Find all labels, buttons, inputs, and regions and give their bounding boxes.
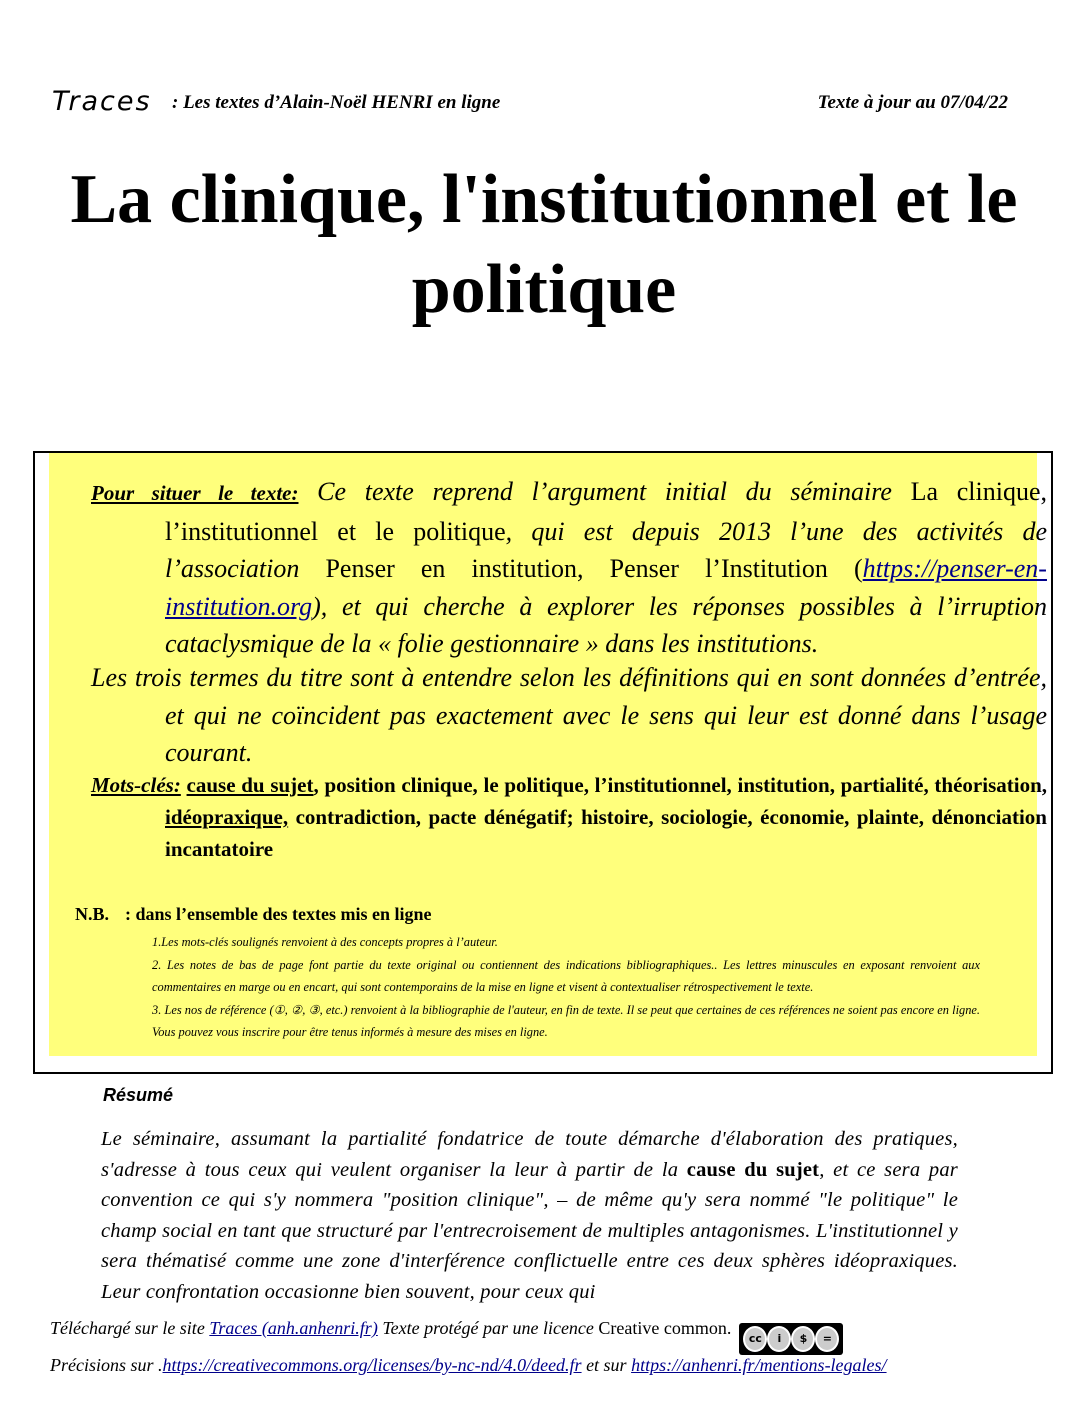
abstract-bold-term: cause du sujet: [686, 1158, 820, 1181]
context-paragraph-2: Les trois termes du titre sont à entendre selon les définitions qui en sont données d’entrée, et qui ne coïncident pas exactement avec le sens qui leur est donné dans l’usage courant.: [91, 663, 1047, 767]
document-title: La clinique, l'institutionnel et le politique: [70, 161, 1018, 328]
context-box: [33, 451, 1053, 1074]
page-footer: [50, 1318, 1010, 1375]
keywords-label: Mots-clés:: [91, 773, 181, 797]
cc-license-icon[interactable]: cc i $ =: [739, 1323, 843, 1355]
license-link[interactable]: https://creativecommons.org/licenses/by-nc-nd/4.0/deed.fr: [162, 1355, 582, 1375]
context-label: Pour situer le texte:: [91, 481, 299, 505]
header-tagline: : Les textes d’Alain-Noël HENRI en ligne: [172, 92, 501, 113]
page-header: [52, 86, 1008, 120]
seminar-name: La clinique, l’institutionnel et le politique: [165, 477, 1047, 546]
keyword-ideopraxique: idéopraxique,: [165, 805, 289, 829]
abstract-heading: Résumé: [103, 1085, 174, 1105]
nb-heading: N.B. : dans l’ensemble des textes mis en ligne: [75, 904, 432, 924]
traces-site-link[interactable]: Traces (anh.anhenri.fr): [209, 1318, 378, 1338]
nb-item: 1.Les mots-clés soulignés renvoient à des concepts propres à l’auteur.: [152, 935, 498, 949]
footer-line-2: Précisions sur .https://creativecommons.org/licenses/by-nc-nd/4.0/deed.fr et sur https://anhenri.fr/mentions-legales/: [50, 1355, 887, 1375]
context-box-highlight: [49, 453, 1047, 1056]
footer-line-1: Téléchargé sur le site Traces (anh.anhenri.fr) Texte protégé par une licence Creative common. cc i $ =: [50, 1318, 1010, 1355]
nb-item: 3. Les nos de référence (①, ②, ③, etc.) renvoient à la bibliographie de l'auteur, en fin de texte. Il se peut que certaines de ces références ne soient pas encore en ligne. Vous pouvez vous inscrire pour être tenus informés à mesure des mises en ligne.: [152, 1002, 980, 1040]
abstract-text: Le séminaire, assumant la partialité fondatrice de toute démarche d'élaboration des pratiques, s'adresse à tous ceux qui veulent organiser la leur à partir de la cause du sujet, et ce sera par convention ce qui s'y nommera "position clinique", – de même qu'y sera nommé "le politique" le champ social en tant que structuré par l'entrecroisement de multiples antagonismes. L'institutionnel y sera thématisé comme une zone d'interférence conflictuelle entre ces deux sphères idéopraxiques. Leur confrontation occasionne bien souvent, pour ceux qui: [101, 1128, 958, 1303]
association-name: Penser en institution, Penser l’Institution: [325, 554, 828, 583]
site-brand: Traces: [52, 86, 152, 117]
context-paragraph-1: Pour situer le texte: Ce texte reprend l’argument initial du séminaire La clinique, l’institutionnel et le politique, qui est depuis 2013 l’une des activités de l’association Penser en institution, Penser l’Institution (https://penser-en-institution.org), et qui cherche à explorer les réponses possibles à l’irruption cataclysmique de la « folie gestionnaire » dans les institutions.: [91, 477, 1047, 658]
nb-item: 2. Les notes de bas de page font partie du texte original ou contiennent des indications bibliographiques.. Les lettres minuscules en exposant renvoient aux commentaires en marge ou en encart, qui sont contemporains de la mise en ligne et visent à contextualiser rétrospectivement le texte.: [152, 957, 980, 995]
header-date: Texte à jour au 07/04/22: [817, 92, 1008, 113]
keyword-cause-du-sujet: cause du sujet: [186, 773, 314, 797]
association-link[interactable]: https://penser-en-institution.org: [165, 554, 1047, 621]
nb-list: [152, 931, 980, 1044]
keywords: Mots-clés: cause du sujet, position clinique, le politique, l’institutionnel, institution, partialité, théorisation, idéopraxique, contradiction, pacte dénégatif; histoire, sociologie, économie, plainte, dénonciation incantatoire: [91, 773, 1047, 861]
legal-notice-link[interactable]: https://anhenri.fr/mentions-legales/: [631, 1355, 887, 1375]
